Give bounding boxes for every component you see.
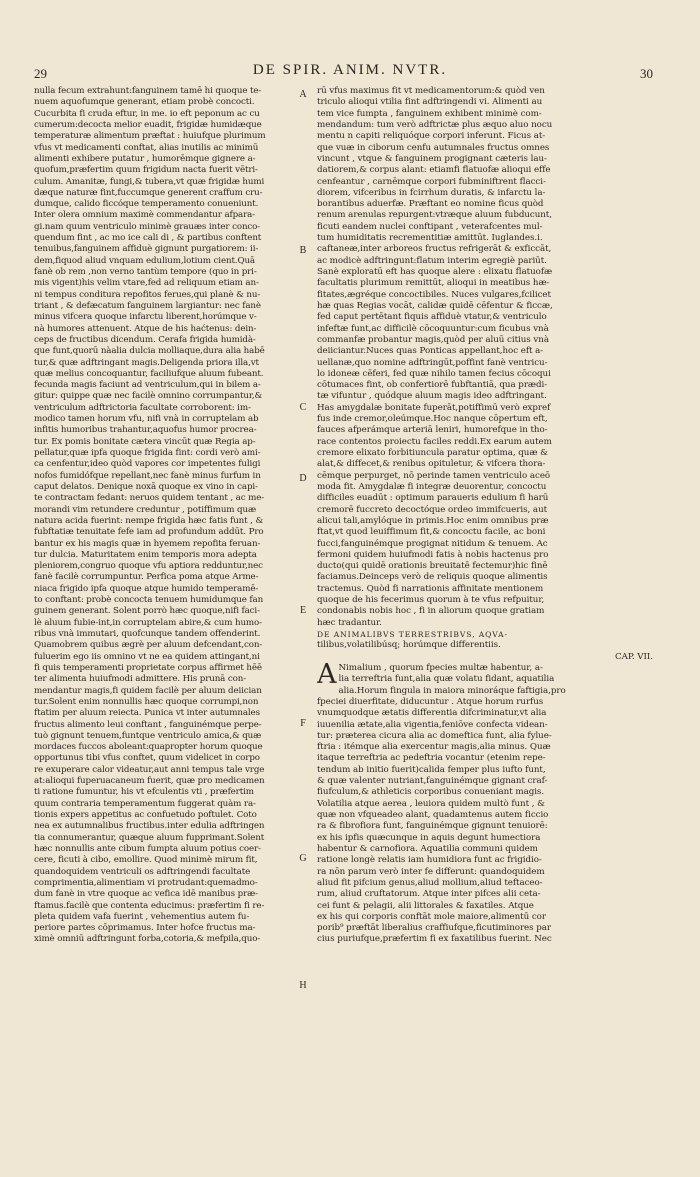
text-line: iuuenilia ætate,alia vigentia,feniōve confecta videan-	[317, 719, 548, 730]
text-line: hæ quas Regias vocāt, calidæ quidē cēfentur & ficcæ,	[317, 300, 553, 311]
margin-letter: G	[299, 853, 307, 864]
text-line: ximè omniū adftringunt forba,cotoria,& mefpila,quo-	[34, 934, 261, 945]
text-line: ftat,vt quod leuiffimum fit,& concoctu facile, ac boni	[317, 527, 546, 538]
text-line: tur: præterea cicura alia ac domeftica funt, alia fylue-	[317, 730, 552, 741]
text-line: lè aluum fubie-int,in corruptelam abire,& cum humo-	[34, 617, 262, 628]
text-line: fiufculum,& athleticis corporibus conueniant magis.	[317, 787, 545, 798]
text-line: ventriculum adftrictoria facultate corroborent: im-	[34, 402, 251, 413]
text-line: Quamobrem quibus ægrè per aluum defcendant,con-	[34, 640, 263, 651]
running-head: DE SPIR. ANIM. NVTR.	[252, 62, 448, 78]
text-line: dem,fiquod aliud vnquam edulium,lotium cient.Quā	[34, 255, 255, 266]
text-line: modico tamen horum vfu, nifi vnà in corruptelam ab	[34, 414, 259, 425]
text-line: fi quis temperamenti proprietate corpus affirmet hēē	[34, 662, 262, 673]
text-line: tem vice fumpta , fanguinem exhibent minimè com-	[317, 108, 542, 119]
text-line: cremorē fuccreto decoctóque ordeo immifcueris, aut	[317, 504, 548, 515]
margin-letter: H	[299, 980, 307, 991]
text-line: alimenti exhibere putatur , humorēmque gignere a-	[34, 153, 256, 164]
text-line: mis vigent)his velim vtare,fed ad reliquum etiam an-	[34, 278, 259, 289]
text-line: lo idoneæ cēferi, fed quæ nihilo tamen fecius cōcoqui	[317, 368, 551, 379]
text-line: to conftant: probè concocta tenuem humidumque fan	[34, 595, 264, 606]
text-line: tuò gignunt tenuem,funtque ventriculo amica,& quæ	[34, 730, 262, 741]
text-line: bantur ex his magis quæ in hyemem repofita feruan-	[34, 538, 261, 549]
text-line: tum humiditatis recrementitiæ amittūt. Iuglandes.i.	[317, 233, 543, 244]
text-line: fructus alimento leui conftant , fanguinémque perpe-	[34, 719, 262, 730]
text-line: mordaces fuccos aboleant:quapropter horum quoque	[34, 742, 263, 753]
text-line: tur,& quæ adftringant magis.Deligenda priora illa,vt	[34, 357, 259, 368]
chapter-body	[317, 658, 667, 946]
text-line: ribus vnà immutari, quofcunque tandem offenderint.	[34, 629, 261, 639]
margin-letter: F	[300, 718, 306, 729]
text-line: diorem, vifceribus in fcirrhum duratis, & infarctu la-	[317, 187, 546, 198]
text-line: fecunda magis faciunt ad ventriculum,qui in bilem a-	[34, 380, 261, 391]
text-line: fpeciei diuerfitate, diducuntur . Atque horum rurfus	[317, 696, 544, 707]
text-line: lia terreftria funt,alia quæ volatu fidant, aquatilia	[338, 674, 555, 685]
left-column	[34, 86, 301, 946]
text-line: cremore elixato forbitiuncula paratur optima, quæ &	[317, 448, 548, 458]
text-line: cōtumaces fint, ob confertiorē fubftantiā, qua prædi-	[317, 380, 548, 391]
text-line: fanè facilè corrumpuntur. Perfica poma atque Arme-	[34, 572, 259, 583]
text-line: commanfæ probantur magis,quòd per aluū citius vnà	[317, 334, 549, 345]
text-line: quofum,præfertim quum frigidum nacta fuerit vētri-	[34, 165, 258, 176]
text-line: mendantur magis,fi quidem facilè per aluum deiician	[34, 685, 262, 696]
text-line: ratione longè relatis iam humidiora funt ac frigidio-	[317, 855, 542, 866]
text-line: minus vifcera quoque infarctu liberent,horúmque v-	[34, 312, 257, 323]
drop-cap: A	[317, 658, 337, 690]
text-line: fed caput pertētant fiquis affiduè vtatur,& ventriculo	[317, 312, 547, 323]
text-line: tia connumerantur, quæque aluum fupprimant.Solent	[34, 832, 265, 843]
text-line: quoque de his fecerimus quorum à te vfus refpuitur,	[317, 595, 545, 606]
text-line: gi.nam quum ventriculo minimè grauæs inter conco-	[34, 221, 261, 232]
text-line: tendum ab initio fuerit)calida femper plus iufto funt,	[317, 764, 546, 775]
text-line: alat,& diffecet,& renibus opituletur, & vifcera thora-	[317, 459, 546, 470]
margin-letter: E	[299, 605, 307, 616]
text-line: ftria : itémque alia exercentur magis,alia minus. Quæ	[317, 742, 551, 753]
text-line: nuem aquofumque generant, etiam probè concocti.	[34, 97, 255, 108]
text-line: nulla fecum extrahunt:fanguinem tamē hi quoque te-	[34, 86, 262, 96]
text-line: ni tempus conditura repofitos ferues,qui planè & nu-	[34, 289, 261, 300]
text-line: mentu n capiti reliquóque corpori inferunt. Ficus at-	[317, 131, 546, 142]
text-line: Inter olera omnium maximè commendantur afpara-	[34, 210, 256, 221]
text-line: infitis humoribus trahantur,aquofus humor procrea-	[34, 425, 257, 436]
text-line: rū vfus maximus fit vt medicamentorum:& quòd ven	[317, 86, 545, 96]
text-line: ex his ipfis quæcunque in aquis degunt humectiora	[317, 832, 541, 843]
text-line: at:alioqui fuperuacaneum fuerit, quæ pro medicamen	[34, 776, 265, 787]
text-line: porib⁹ præftāt liberalius craffiufque,ficutiminores par	[317, 923, 552, 934]
text-line: dum fanè in vtre quoque ac vefica idē manibus præ-	[34, 889, 258, 900]
text-line: nofos fumidófque repellant,nec fanè minus furfum in	[34, 470, 261, 481]
text-line: que funt,quorū nàalia dulcia molliaque,dura alia habē	[34, 346, 265, 357]
text-line: ra & fibrofiora funt, fanguinémque gignunt tenuiorē:	[317, 821, 548, 832]
text-line: tenuibus,fanguinem affiduè gignunt purgatiorem: ii-	[34, 244, 259, 255]
text-line: aliud fit pifcium genus,aliud mollium,aliud teftaceo-	[317, 877, 543, 888]
text-line: fitates,ægréque concoctibiles. Nuces vulgares,fcilicet	[317, 289, 551, 300]
margin-letter: D	[299, 473, 307, 484]
text-line: ti ratione fumuntur, his vt efculentis vti , præfertim	[34, 787, 254, 798]
text-line: caput delatos. Denique noxā quoque ex vino in capi-	[34, 481, 258, 492]
text-line: tur dulcia. Maturitatem enim temporis mora adepta	[34, 549, 257, 560]
section-heading-cont: tilibus,volatilibúsq; horúmque differentiis.	[317, 640, 501, 651]
text-line: culum. Amanitæ, fungi,& tubera,vt quæ frigidæ humi	[34, 176, 265, 187]
text-line: Volatilia atque aerea , leuiora quidem multò funt , &	[317, 798, 545, 809]
text-line: tur. Ex pomis bonitate cætera vincūt quæ Regia ap-	[34, 436, 256, 447]
text-line: quum contraria temperamentum fuggerat quàm ra-	[34, 798, 256, 809]
text-line: vfus vt medicamenti conftat, alias inutilis ac minimū	[34, 142, 259, 153]
text-line: ter alimenta huiufmodi admittere. His prunā con-	[34, 674, 247, 685]
text-line: alia.Horum fingula in maiora minoráque faftigia,pro	[338, 685, 566, 696]
text-line: Cucurbita fi cruda eftur, in me. io eft peponum ac cu	[34, 108, 260, 119]
text-line: ftamus.facilè que contenta educimus: præfertim fi re-	[34, 900, 265, 911]
text-line: facultatis plurimum remittūt, alioqui in meatibus hæ-	[317, 278, 550, 289]
margin-letter: C	[299, 402, 307, 413]
text-line: triculo alioqui vtilia fint adftringendi vi. Alimenti au	[317, 97, 543, 108]
text-line: Sanè exploratū eft has quoque alere : elixatu flatuofæ	[317, 267, 553, 277]
text-line: fubftatiæ tenuitate fefe iam ad profundum addūt. Pro	[34, 527, 264, 538]
text-line: datiorem,& corpus alant: etiamfi flatuofæ alioqui effe	[317, 165, 551, 176]
text-line: quendum fint , ac mo ice cali di , & partibus conftent	[34, 233, 262, 244]
text-line: ftatim per aluum reiecta. Punica vt inter autumnales	[34, 708, 260, 719]
text-line: difficiles euadūt : optimum paraueris edulium fi harū	[317, 493, 549, 504]
text-line: niaca frigido ipfa quoque atque humido temperamē-	[34, 583, 259, 594]
margin-letter: B	[299, 245, 307, 256]
text-line: ducto(qui quidē orationis breuitatē fectemur)hic finē	[317, 561, 548, 572]
text-line: fanè ob rem ,non verno tantùm tempore (quo in pri-	[34, 267, 257, 277]
text-line: caftaneæ,inter arboreos fructus refrigerāt & exficcāt,	[317, 244, 552, 255]
text-line: cius puriufque,præfertim fi ex faxatilibus fuerint. Nec	[317, 934, 552, 945]
text-line: Nimalium , quorum fpecies multæ habentur, a-	[338, 662, 543, 673]
text-line: fermoni quidem huiufmodi fatis à nobis hactenus pro	[317, 549, 549, 560]
text-line: pleta quidem vafa fuerint , vehementius autem fu-	[34, 911, 250, 922]
text-line: Has amygdalæ bonitate fuperāt,potiffimū verò expref	[317, 402, 551, 413]
text-line: condonabis nobis hoc , fi in aliorum quoque gratiam	[317, 606, 545, 617]
text-line: borantibus aduerfæ. Præftant eo nomine ficus quòd	[317, 199, 544, 210]
text-line: gitur: quippe quæ nec facilè omnino corrumpantur,&	[34, 391, 263, 402]
text-line: nea ex autumnalibus fructibus.inter edulia adftringen	[34, 821, 265, 832]
chapter-label: CAP. VII.	[615, 651, 653, 662]
text-line: pleniorem,congruo quoque vfu aptiora redduntur,nec	[34, 561, 263, 572]
text-line: quandoquidem ventriculi os adftringendi facultate	[34, 866, 251, 877]
text-line: vnumquodque ætatis differentia difcriminatur,vt alia	[317, 708, 547, 719]
text-line: te contractam fedant: neruos quidem tentant , ac me-	[34, 493, 265, 504]
text-line: fucci,fanguinémque progignat nitidum & tenuem. Ac	[317, 538, 548, 549]
text-line: ex his qui corporis conftāt mole maiore,alimentū cor	[317, 911, 546, 922]
text-line: infeftæ funt,ac difficilè cōcoquuntur:cum ficubus vnà	[317, 323, 549, 334]
text-line: triant , & defæcatum fanguinem largiantur: nec fanè	[34, 300, 261, 311]
text-line: que vuæ in ciborum cenfu autumnales fructus omnes	[317, 142, 550, 153]
text-line: comprimentia,alimentiam vi protrudant:quemadmo-	[34, 877, 258, 888]
text-line: natura acida fuerint: nempe frigida hæc fatis funt , &	[34, 515, 264, 526]
text-line: cei funt & pelagii, alii littorales & faxatiles. Atque	[317, 900, 534, 911]
text-line: renum arenulas repurgent:vtræque aluum fubducunt,	[317, 210, 552, 221]
text-line: alicui tali,amylóque in primis.Hoc enim omnibus præ	[317, 515, 549, 526]
text-line: deiiciantur.Nuces quas Ponticas appellant,hoc eft a-	[317, 346, 544, 357]
text-line: cenfeantur , carnēmque corpori fubminiftrent flacci-	[317, 176, 546, 187]
text-line: ficuti eandem nuclei conftipant , veterafcentes mul-	[317, 221, 543, 232]
text-line: moda fit. Amygdalæ fi integræ deuorentur, concoctu	[317, 481, 547, 492]
text-line: fus inde cremor,oleúmque.Hoc nanque cōpertum eft,	[317, 414, 548, 425]
text-line: habentur & carnofiora. Aquatilia communi quidem	[317, 843, 538, 854]
margin-letter: A	[299, 89, 307, 100]
text-line: temperaturæ alimentum præftat : huiufque plurimum	[34, 131, 266, 142]
text-line: fauces afperámque arteriā leniri, humorefque in tho-	[317, 425, 548, 436]
text-line: uellanæ,quo nomine adftringūt,poffint fanè ventricu-	[317, 357, 548, 368]
text-line: re exuperare calor videatur,aut anni tempus tale vrge	[34, 764, 265, 775]
text-line: faciamus.Deinceps verò de reliquis quoque alimentis	[317, 572, 548, 583]
text-line: tæ vifuntur , quódque aluum magis ideo adftringant.	[317, 391, 547, 402]
text-line: ac modicè adftringunt:flatum interim egregiè pariūt.	[317, 255, 547, 266]
text-line: fuluerim ego iis omnino vt ne ea quidem attingant,ni	[34, 651, 260, 662]
right-column	[317, 86, 667, 946]
text-line: nà humores attenuent. Atque de his haćtenus: dein-	[34, 323, 257, 334]
text-line: cumerum:decocta melior euadit, frigidæ humidæque	[34, 119, 262, 130]
text-line: mendandum: tum verò adftrictæ plus æquo aluo nocu	[317, 119, 553, 130]
right-page-number: 30	[640, 66, 653, 81]
text-line: morandi vim retundere creduntur , potiffimum quæ	[34, 504, 257, 515]
text-line: & quæ valenter nutriant,fanguinémque gignant craf-	[317, 776, 548, 787]
text-line: tionis expers appetitus ac confuetudo poftulet. Coto	[34, 810, 257, 820]
text-line: itaque terreftria ac pedeftria vocantur (etenim repe-	[317, 753, 546, 764]
text-line: dumque, calido ficcóque temperamento conueniunt.	[34, 199, 259, 210]
text-line: cēmque perpurget, nō perinde tamen ventriculo aceō	[317, 470, 551, 481]
text-line: hæc tradantur.	[317, 617, 382, 628]
text-line: quæ melius concoquantur, faciliufque aluum fubeant.	[34, 368, 264, 379]
text-line: ca cenfentur,ideo quòd vapores cor impetentes fuligi	[34, 459, 261, 470]
text-line: dæque naturæ fint,fuccumque generent craffum cru-	[34, 187, 263, 198]
text-line: rum, aliud cruftatorum. Atque inter pifces alii ceta-	[317, 889, 541, 900]
text-line: guinem generant. Solent porrò hæc quoque,nifi faci-	[34, 606, 260, 617]
text-line: cere, ficuti à cibo, emollire. Quod minimè mirum fit,	[34, 855, 258, 866]
right-column-body	[317, 86, 667, 629]
text-line: periore partes cōprimamus. Inter hofce fructus ma-	[34, 923, 256, 934]
section-heading: DE ANIMALIBVS TERRESTRIBVS, AQVA-	[317, 630, 508, 639]
text-line: ceps de fructibus dicendum. Cerafa frigida humidà-	[34, 334, 256, 345]
text-line: tur.Solent enim nonnullis hæc quoque corrumpi,non	[34, 696, 259, 707]
text-line: opportunus tibi vfus conftet, quum videlicet in corpo	[34, 753, 260, 764]
text-line: vincunt , vtque & fanguinem progignant cæteris lau-	[317, 153, 547, 164]
text-line: race contentos proiectu faciles reddi.Ex earum autem	[317, 436, 552, 447]
text-line: pellatur,quæ ipfa quoque frigida fint: cordi verò ami-	[34, 448, 261, 458]
left-page-number: 29	[34, 66, 47, 81]
text-line: hæc nonnullis ante cibum fumpta aluum potius coer-	[34, 843, 261, 854]
text-line: tractemus. Quòd fi narrationis affinitate mentionem	[317, 583, 544, 594]
text-line: quæ non vfqueadeo alant, quadamtenus autem ficcio	[317, 810, 549, 820]
text-line: ra nōn parum verò inter fe differunt: quandoquidem	[317, 866, 545, 877]
